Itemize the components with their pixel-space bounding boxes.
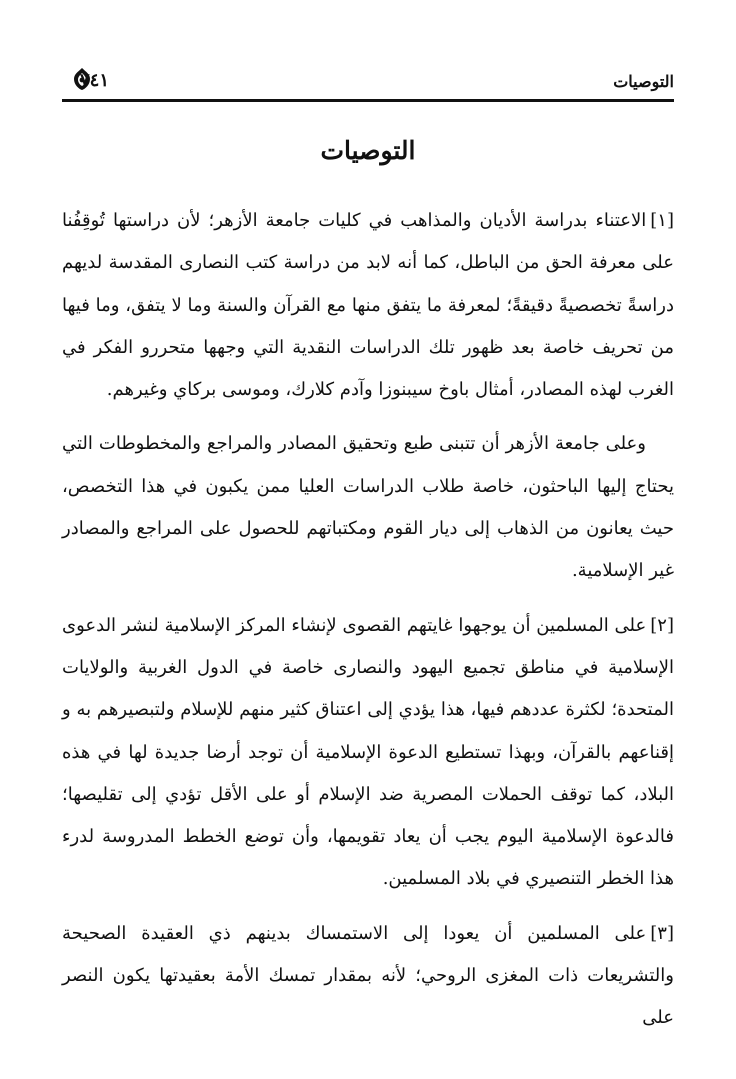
paragraph-text: على المسلمين أن يوجهوا غايتهم القصوى لإنشاء المركز الإسلامية لنشر الدعوى الإسلامية في مناطق تجميع اليهود والنصارى خاصة في الدول الغربية والولايات المتحدة؛ لكثرة عددهم فيها، هذا يؤدي إلى اعتناق كثير منهم للإسلام ولتبصيرهم به و إقناعهم بالقرآن، وبهذا تستطيع الدعوة الإسلامية أن توجد أرضا جديدة لها في هذه البلاد، كما توقف الحملات المصرية ضد الإسلام أو على الأقل تؤدي إلى تقليصها؛ فالدعوة الإسلامية اليوم يجب أن يعاد تقويمها، وأن توضع الخطط المدروسة لدرء هذا الخطر التنصيري في بلاد المسلمين.: [62, 614, 674, 890]
recommendation-paragraph: [62, 913, 674, 1040]
recommendation-paragraph: [62, 605, 674, 901]
paragraph-number: [٢]: [650, 614, 674, 636]
body-text: [62, 200, 674, 1052]
running-header: [62, 62, 674, 102]
paragraph-text: على المسلمين أن يعودا إلى الاستمساك بدينهم ذي العقيدة الصحيحة والتشريعات ذات المغزى الروحي؛ لأنه بمقدار تمسك الأمة بعقيدتها يكون النصر على: [62, 922, 674, 1029]
paragraph-text: وعلى جامعة الأزهر أن تتبنى طبع وتحقيق المصادر والمراجع والمخطوطات التي يحتاج إليها الباحثون، خاصة طلاب الدراسات العليا ممن يكبون في هذا التخصص، حيث يعانون من الذهاب إلى ديار القوم ومكتباتهم للحصول على المراجع والمصادر غير الإسلامية.: [62, 433, 674, 582]
header-rule: [62, 99, 674, 102]
paragraph-number: [١]: [650, 210, 674, 231]
running-title: التوصيات: [613, 72, 674, 91]
section-title: التوصيات: [320, 136, 416, 165]
recommendation-paragraph: [62, 423, 674, 592]
page-number: ٧٤١: [80, 70, 110, 91]
page-number-box: [62, 64, 124, 96]
recommendation-paragraph: [62, 200, 674, 411]
paragraph-text: الاعتناء بدراسة الأديان والمذاهب في كليات جامعة الأزهر؛ لأن دراستها تُوقِفُنا على معرفة الحق من الباطل، كما أنه لابد من دراسة كتب النصارى المقدسة لديهم دراسةً تخصصيةً دقيقةً؛ لمعرفة ما يتفق منها مع القرآن والسنة وما لا يتفق، وما فيها من تحريف خاصة بعد ظهور تلك الدراسات النقدية التي وجهها متحررو الفكر في الغرب لهذه المصادر، أمثال باوخ سيبنوزا وآدم كلارك، وموسى بركاي وغيرهم.: [62, 210, 674, 401]
paragraph-number: [٣]: [650, 922, 674, 944]
